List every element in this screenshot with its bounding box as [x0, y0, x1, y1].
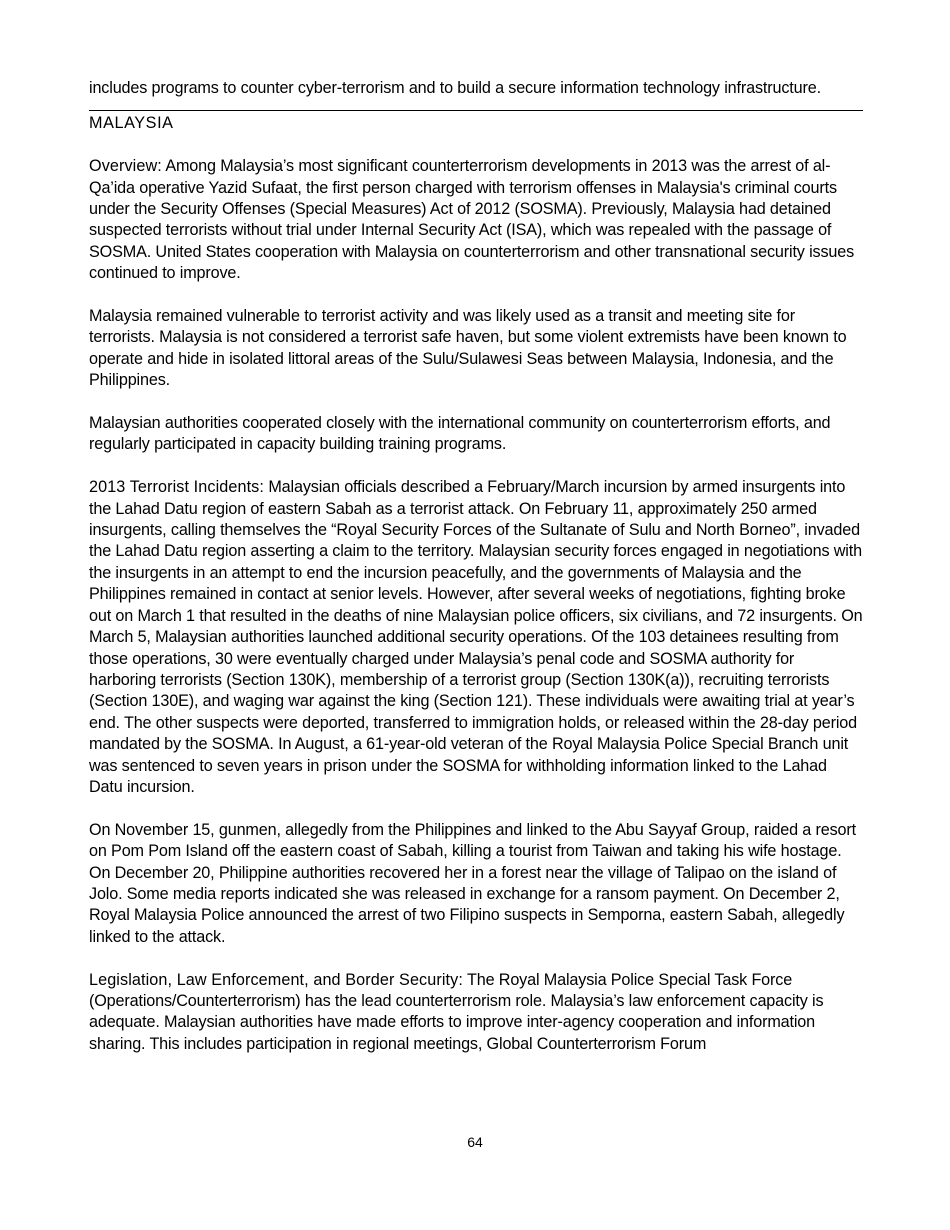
vulnerability-paragraph: Malaysia remained vulnerable to terrorist activity and was likely used as a transit and meeting site for terrorists. Malaysia is not considered a terrorist safe haven, but some violent extremists have been known to operate and hide in isolated littoral areas of the Sulu/Sulawesi Seas between Malaysia, Indonesia, and the Philippines.: [89, 307, 847, 390]
legislation-text: The Royal Malaysia Police Special Task Force (Operations/Counterterrorism) has the lead counterterrorism role. Malaysia’s law enforcement capacity is adequate. Malaysian authorities have made efforts to improve inter-agency cooperation and information sharing. This includes participation in regional meetings, Global Counterterrorism Forum: [89, 970, 824, 1053]
legislation-heading: Legislation, Law Enforcement, and Border Security:: [89, 970, 463, 989]
intro-paragraph: includes programs to counter cyber-terrorism and to build a secure information technology infrastructure.: [89, 79, 821, 97]
legislation-paragraph: [89, 970, 863, 1056]
overview-paragraph: [89, 156, 863, 284]
document-body: [89, 78, 863, 1055]
page-number: 64: [467, 1134, 483, 1150]
incidents-text: Malaysian officials described a February/March incursion by armed insurgents into the Lahad Datu region of eastern Sabah as a terrorist attack. On February 11, approximately 250 armed insurgents, calling themselves the “Royal Security Forces of the Sultanate of Sulu and North Borneo”, invaded the Lahad Datu region asserting a claim to the territory. Malaysian security forces engaged in negotiations with the insurgents in an attempt to end the incursion peacefully, and the governments of Malaysia and the Philippines remained in contact at senior levels. However, after several weeks of negotiations, fighting broke out on March 1 that resulted in the deaths of nine Malaysian police officers, six civilians, and 72 insurgents. On March 5, Malaysian authorities launched additional security operations. Of the 103 detainees resulting from those operations, 30 were eventually charged under Malaysia’s penal code and SOSMA authority for harboring terrorists (Section 130K), membership of a terrorist group (Section 130K(a)), recruiting terrorists (Section 130E), and waging war against the king (Section 121). These individuals were awaiting trial at year’s end. The other suspects were deported, transferred to immigration holds, or released within the 28-day period mandated by the SOSMA. In August, a 61-year-old veteran of the Royal Malaysia Police Special Branch unit was sentenced to seven years in prison under the SOSMA for withholding information linked to the Lahad Datu incursion.: [89, 478, 863, 796]
cooperation-paragraph: Malaysian authorities cooperated closely with the international community on counterterrorism efforts, and regularly participated in capacity building training programs.: [89, 414, 831, 454]
incidents-heading: 2013 Terrorist Incidents:: [89, 478, 264, 497]
section-title: MALAYSIA: [89, 114, 174, 133]
section-divider: [89, 110, 863, 111]
incidents-paragraph: [89, 477, 863, 798]
pompom-paragraph: On November 15, gunmen, allegedly from the Philippines and linked to the Abu Sayyaf Group, raided a resort on Pom Pom Island off the eastern coast of Sabah, killing a tourist from Taiwan and taking his wife hostage. On December 20, Philippine authorities recovered her in a forest near the village of Talipao on the island of Jolo. Some media reports indicated she was released in exchange for a ransom payment. On December 2, Royal Malaysia Police announced the arrest of two Filipino suspects in Semporna, eastern Sabah, allegedly linked to the attack.: [89, 820, 856, 946]
overview-text: Among Malaysia’s most significant counterterrorism developments in 2013 was the arrest of al-Qa’ida operative Yazid Sufaat, the first person charged with terrorism offenses in Malaysia's criminal courts under the Security Offenses (Special Measures) Act of 2012 (SOSMA). Previously, Malaysia had detained suspected terrorists without trial under Internal Security Act (ISA), which was repealed with the passage of SOSMA. United States cooperation with Malaysia on counterterrorism and other transnational security issues continued to improve.: [89, 157, 855, 283]
overview-heading: Overview:: [89, 157, 162, 176]
